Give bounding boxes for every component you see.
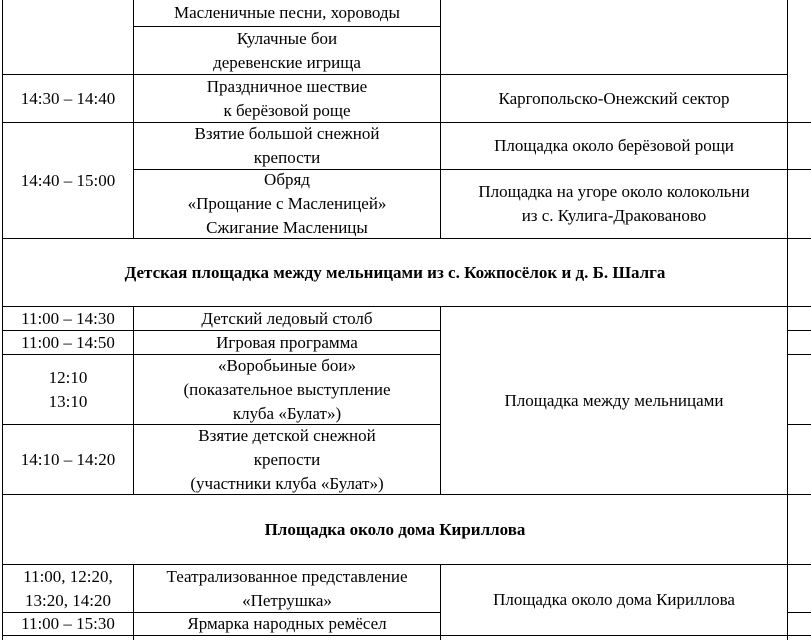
time-cell [3, 425, 133, 494]
time-cell [3, 123, 133, 238]
place-line: Каргопольско-Онежский сектор [498, 88, 730, 108]
place-line: из с. Кулига-Дракованово [521, 206, 707, 225]
place-line: Площадка около берёзовой рощи [494, 136, 734, 155]
time-cell [3, 307, 133, 330]
time-cell [3, 331, 133, 354]
event-line: «Прощание с Масленицей» [187, 194, 387, 213]
event-line: Игровая программа [216, 332, 358, 352]
section-title-children: Детская площадка между мельницами из с. Кожпосёлок и д. Б. Шалга [124, 262, 666, 282]
place-cell [441, 75, 787, 122]
event-cell [134, 425, 440, 494]
event-line: Театрализованное представление [166, 566, 408, 586]
place-cell [441, 307, 787, 494]
event-line: клуба «Булат») [232, 403, 342, 423]
event-line: Взятие детской снежной [198, 425, 376, 445]
time-line: 14:40 – 15:00 [20, 170, 116, 190]
event-line: Сжигание Масленицы [206, 218, 368, 237]
time-cell [3, 565, 133, 612]
event-line: Праздничное шествие [206, 76, 368, 96]
place-cell [441, 123, 787, 169]
event-line: крепости [253, 449, 321, 469]
col-divider-place [787, 306, 788, 494]
time-line: 14:30 – 14:40 [20, 88, 116, 108]
event-line: Детский ледовый столб [201, 308, 373, 328]
time-line: 11:00 – 14:50 [21, 332, 115, 352]
time-line: 11:00, 12:20, [23, 566, 113, 586]
event-cell [134, 75, 440, 122]
time-line: 14:10 – 14:20 [20, 449, 116, 469]
time-cell [3, 75, 133, 122]
event-cell [134, 565, 440, 612]
event-cell [134, 331, 440, 354]
time-line: 13:10 [48, 391, 88, 411]
place-cell [441, 565, 787, 635]
time-line: 13:20, 14:20 [25, 590, 111, 610]
event-line: к берёзовой роще [223, 100, 351, 120]
event-line: «Петрушка» [242, 590, 332, 610]
row-divider [788, 612, 811, 613]
row-divider [788, 330, 811, 331]
event-line: Взятие большой снежной [194, 124, 380, 143]
place-line: Площадка на угоре около колокольни [478, 182, 750, 201]
event-cell [134, 307, 440, 330]
place-line: Площадка между мельницами [504, 390, 724, 410]
event-cell [134, 613, 440, 635]
col-divider-place [787, 0, 788, 238]
row-divider [788, 354, 811, 355]
event-line: «Воробьиные бои» [218, 355, 356, 375]
event-cell [134, 123, 440, 169]
event-cell [134, 170, 440, 238]
event-line: Масленичные песни, хороводы [174, 3, 400, 22]
event-line: Кулачные бои [236, 28, 338, 48]
time-cell [3, 613, 133, 635]
row-divider [2, 635, 811, 636]
col-divider-place [787, 564, 788, 640]
event-line: (показательное выступление [183, 379, 391, 399]
place-cell [441, 170, 787, 238]
event-line: деревенские игрища [213, 52, 361, 72]
event-cell [134, 27, 440, 74]
event-line: Ярмарка народных ремёсел [187, 614, 387, 633]
row-divider [788, 424, 811, 425]
time-cell [3, 355, 133, 424]
section-title-kirillov: Площадка около дома Кириллова [264, 519, 526, 539]
event-cell [134, 355, 440, 424]
event-line: (участники клуба «Булат») [190, 473, 384, 493]
event-line: Обряд [264, 170, 310, 189]
time-line: 11:00 – 14:30 [21, 308, 115, 328]
time-line: 12:10 [48, 367, 88, 387]
time-line: 11:00 – 15:30 [21, 614, 115, 633]
event-cell [134, 0, 440, 26]
place-line: Площадка около дома Кириллова [493, 590, 735, 609]
event-line: крепости [253, 148, 321, 167]
